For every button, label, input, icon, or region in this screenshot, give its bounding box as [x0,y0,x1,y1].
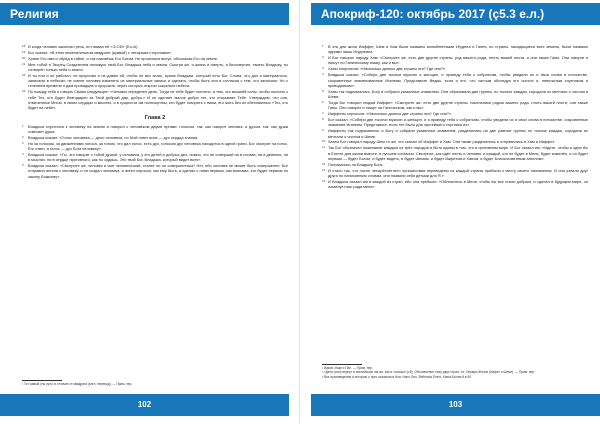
verse: 12 Положились на Владыку Бога. [322,161,384,167]
verse: 6 Тогда Бог говорил людям Иаффет: «Смотрите же, есть две другие страны, насельники родом вашего рода, плоть вашей плоти, они также Ганы. Они говорят и пишут на Ганическом, как и вы». [322,99,588,111]
footnote-line: ³ Все произведения и историю о пути сказания в Ноя: Hans Gen. Bethesda Event, Книга Бытия 8 в 50. [322,374,472,379]
verse: 2 Владыка сказал: «Голос человека — дело человека, но Мой ответ вниз — дух сердца знания. [22,134,199,140]
verse: 3 Но за голосом, за движениями голоса, за тоном, что дал голос, есть дух, голосом дух человека находится в одной грани. Бог смотрит на голос, Его ответ, а голос — дух Бога человеку». [22,140,288,151]
verse: 5 Владыка сказал: «Смотрите же, человек и сын человеческий, станет ли он совершенным? Нет, ибо человек не может быть совершенен. Бог отправил ангела к человеку, и он создал человека, и ангел спросил, как ему быть, и сделал с ними первым, как воинами, кто будет первым по закону Божьему». [22,162,288,179]
verse: 19 Бог сказал: «В этом нежелательном квадрате (кривой) с четырьмя сторонами» [22,49,171,55]
footnote [322,366,588,379]
verse: 7 Иаффеты спросили: «Насколько далеко две страны эти? Где они?» [322,111,452,117]
verse: 8 Бог сказал: «Собери две тысячи мужчин и женщин, и я приведу тебя к собратьям, чтобы увидели их и свои слова в потомстве, сокровенные знамения Иганеям. Представьте, если это было для чистейшего спутника их». [322,117,588,128]
footnote-rule [22,380,62,381]
left-page-title: Религия [10,7,59,21]
verse: 18 И когда человек закончил речь, он назвал её «Э-ОИ» (Eo-oi). [22,44,139,49]
page-number: 102 [137,400,152,409]
left-page-footer [0,394,289,416]
verse: 11 Так Бог обозначил пожелание каждым из трёх народов и быть едины в том, что в противном мире. И Бог сказал им: «Идите, чтобы и один бы в Египте для жизни вместе, в лучшем согласии. Смотрите, как идёт плоть и человек, и каждый, кто не будет в Меня, будет изменён, и он будет первым — будет Богом, и будет видеть, и будет Шемом, и будет Иафетом и Ханом, и будет Благословенным ангелом». [322,145,588,161]
right-page-title: Апокриф-120: октябрь 2017 (ç5.3 е.л.) [321,7,545,21]
verse: 21 Мне тобой я Творец Создателем нахожусь твой Бог, Владыка неба и земли. Смотри же, я жизнь и смерть, я бессмертие, твоего Владыку, ты сотворён только неба и земли. [22,61,288,72]
footnote-rule [322,364,362,365]
verse: 9 Иаффеты так поднимались и Богу и собрали указанных знаменем, разделилась на две равные группы по тысяче каждая, сородичи их мечтали о чистом и Шеме. [322,128,588,139]
right-page [300,0,600,424]
page-number: 103 [448,400,463,409]
verse: 2 И Бог говорил народу Хам: «Смотрите же, есть две другие страны, род вашего рода, плоть вашей плоти, и они также Ганы. Они говорят и пишут по Ганическому языку, как и вы». [322,55,588,66]
footnote-line: ¹ Иаков, Ишм и Пан. — Прим. пер. [322,366,373,370]
verse: 22 И ты ели и он работал, не пророчил и не давал ей, чтобы не мог знать, кроме Владыки, который есть Бог. Слова, что дал я материально, записаны в небесах; не смеют человек изменить их материальные записи и сделать, чтобы быть они в согласии с тем, что записано. Но с течением времени я дам провидцев и пророков, через которых открою сокрытые небеса. [22,72,288,89]
verse: 1 Владыка спустился к человеку на землю и говорил с человеком двумя путями: голосом, так, как говорит человек, и духом, так, как душа отвечает душе. [22,123,288,134]
verse: 4 Владыка сказал: «Собери две тысячи мужчин и женщин, и проведу тебя к собратьям, чтобы увидели их и свои слова в потомстве, сокровенные знаменованные Иганеям. Представьте Ведык, если и его, что чистым обследуя его чистое и, невольным спутником и проводником». [322,72,588,88]
verse: 20 Храни Его имя и обряд в тайне, и так назовёшь Его Богом. Не произноси вслух, обозначая Его на земле. [22,55,219,61]
chapter-heading: Глава 2 [144,114,166,121]
footnote-line: ² «Дети (сын) вернут в английском так же, как и «союзы» (сб). Обозначение тому двух стран, т.е. Первую Жизни (Иафет и Шеме). — Прим. пер. [322,370,535,375]
right-page-content [322,44,588,190]
verse: 5 Ханы так поднимались, Богу и собрали указанных знаменем. Они образовали две группы, по тысяче каждая, сородичи их мечтали о чистом и Шеме. [322,88,588,100]
left-page-content [22,44,288,179]
left-page-header [0,3,289,25]
verse: 23 По поводу тебя я говорю Своим следующее: «Человек определит день. Тогда не тебе будет понятно, а тем, что вышнёй силы, чтобы послать к тебе Тех, кто будет благодарен за Твой добрый дар, добро.» И он сделает малое добро тех, кто открывает Тебе. Утверждаю, что они, отмеченные Мною, в своих сердцах и мыслях, и в сущности им полноценны, кто будет говорить с ними, его жить без их обетованных «Тех, кто будет на небе». [22,89,288,111]
right-page-footer [311,394,600,416]
verse: 1 В эти дни жили Иаффет, Шем и Хам были названы излюбленными Игуднеа и Ганея, но страны, находящиеся всех земель, были названы одними лишь Игуднеана. [322,44,588,55]
verse: 3 Ханы попросили: «Насколько далеко две страны эти? Где они?» [322,66,446,72]
right-page-header [311,3,600,25]
verse: 14 И Владыка сказал им в каждой из стран, ибо они пребыли: «Облекитесь в Меня, чтобы вы все стали добрым, и сделал в будущем мире, он помилует вас ради меня». [322,178,588,190]
footnote: ¹ Тот самый (ты суть) в отличие от квадрата (англ. перевод). — Прим. пер. [22,382,133,386]
verse: 4 Владыка сказал: «Ты, что говорит с тобой душой, у человека, у его детей и добрых дел, помни, что не совершай ни в словах, ни в деяниях, ни в мыслях, ни в сердце противного, как ты судишь. Это твой Бог, Владыка, который видит всех». [22,151,288,163]
verse: 13 И стало так, что после четырёхлетнего путешествия переведены из каждой страны прибыли к месту своего назначения. И они узнали друг друга по написанным словам, они назвали себя детьми для Я.» [322,167,588,178]
verse: 10 Затем Бог говорил народу Шем то же, что сказал об Иаффет и Хам. Они также разделились и отправились в Хам и Иаффет. [322,139,555,145]
